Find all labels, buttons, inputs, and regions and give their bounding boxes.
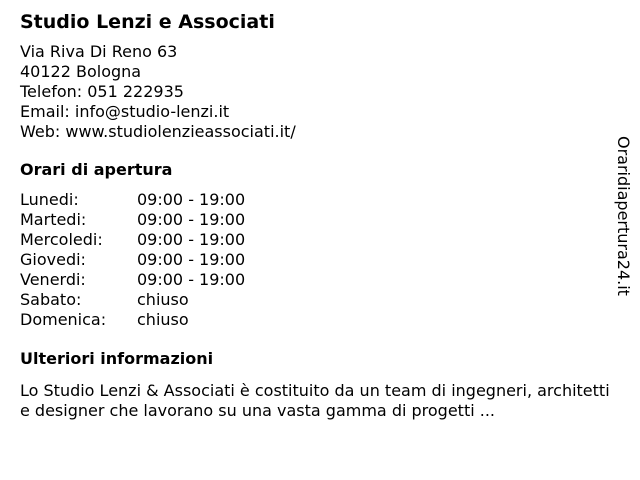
address-street: Via Riva Di Reno 63 bbox=[20, 42, 178, 61]
hours-row-sunday bbox=[20, 310, 610, 330]
hours-time: 09:00 - 19:00 bbox=[137, 270, 246, 289]
business-details bbox=[20, 8, 610, 421]
address-city: 40122 Bologna bbox=[20, 62, 142, 81]
hours-day: Mercoledi: bbox=[20, 230, 103, 249]
hours-day: Martedi: bbox=[20, 210, 87, 229]
hours-day: Giovedi: bbox=[20, 250, 86, 269]
address-block bbox=[20, 42, 610, 142]
hours-row-friday bbox=[20, 270, 610, 290]
email-line: Email: info@studio-lenzi.it bbox=[20, 102, 230, 121]
hours-time: chiuso bbox=[137, 310, 189, 329]
hours-row-thursday bbox=[20, 250, 610, 270]
hours-day: Venerdi: bbox=[20, 270, 86, 289]
hours-time: chiuso bbox=[137, 290, 189, 309]
info-heading: Ulteriori informazioni bbox=[20, 349, 214, 368]
web-line: Web: www.studiolenzieassociati.it/ bbox=[20, 122, 296, 141]
business-name: Studio Lenzi e Associati bbox=[20, 11, 275, 33]
hours-table bbox=[20, 190, 610, 330]
hours-heading: Orari di apertura bbox=[20, 160, 173, 179]
hours-day: Lunedi: bbox=[20, 190, 79, 209]
hours-row-wednesday bbox=[20, 230, 610, 250]
hours-time: 09:00 - 19:00 bbox=[137, 190, 246, 209]
phone-line: Telefon: 051 222935 bbox=[20, 82, 184, 101]
hours-day: Domenica: bbox=[20, 310, 107, 329]
hours-time: 09:00 - 19:00 bbox=[137, 250, 246, 269]
hours-row-tuesday bbox=[20, 210, 610, 230]
info-text: Lo Studio Lenzi & Associati è costituito da un team di ingegneri, architetti e designer che lavorano su una vasta gamma di progetti ... bbox=[20, 381, 610, 420]
watermark-text: Oraridiapertura24.it bbox=[614, 136, 633, 296]
hours-row-saturday bbox=[20, 290, 610, 310]
hours-row-monday bbox=[20, 190, 610, 210]
hours-time: 09:00 - 19:00 bbox=[137, 210, 246, 229]
hours-day: Sabato: bbox=[20, 290, 82, 309]
hours-time: 09:00 - 19:00 bbox=[137, 230, 246, 249]
